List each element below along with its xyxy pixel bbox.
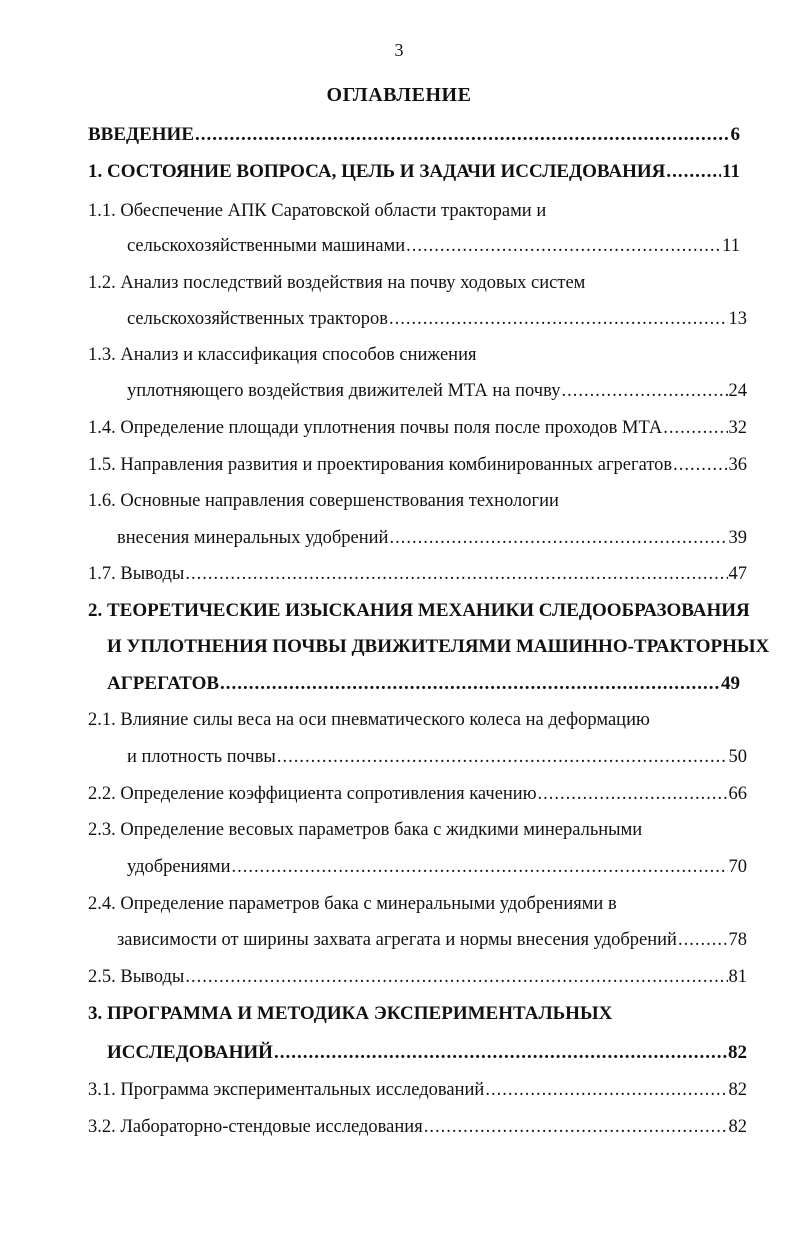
toc-entry-text: 2.3. Определение весовых параметров бака с жидкими минеральными [88, 820, 643, 840]
dot-leader [424, 1113, 728, 1141]
toc-entry-label: ИССЛЕДОВАНИЙ [107, 1042, 273, 1063]
toc-entry-2-4-line-1 [0, 890, 798, 918]
dot-leader [232, 853, 728, 881]
toc-entry-3-1 [0, 1076, 798, 1104]
toc-entry-chapter-2-line-3 [0, 670, 798, 698]
toc-entry-page: 82 [728, 1042, 747, 1063]
toc-entry-label: зависимости от ширины захвата агрегата и нормы внесения удобрений [117, 930, 677, 950]
dot-leader [389, 524, 727, 552]
toc-entry-label: 3.2. Лабораторно-стендовые исследования [88, 1117, 423, 1137]
toc-entry-page: 66 [728, 784, 747, 804]
toc-entry-chapter-2-line-1 [0, 597, 798, 625]
dot-leader [673, 451, 727, 479]
toc-entry-chapter-2-line-2 [0, 633, 798, 661]
toc-entry-text: 1.1. Обеспечение АПК Саратовской области тракторами и [88, 201, 547, 221]
dot-leader [185, 560, 727, 588]
dot-leader [406, 232, 721, 260]
toc-entry-chapter-3-line-1 [0, 1000, 798, 1028]
toc-entry-1-2-line-2 [0, 305, 798, 333]
dot-leader [666, 158, 721, 186]
toc-entry-page: 78 [728, 930, 747, 950]
toc-entry-page: 39 [728, 528, 747, 548]
toc-entry-label: 2.2. Определение коэффициента сопротивления качению [88, 784, 537, 804]
toc-entry-1-3-line-2 [0, 377, 798, 405]
toc-entry-2-1-line-2 [0, 743, 798, 771]
dot-leader [538, 780, 728, 808]
toc-entry-text: 2. ТЕОРЕТИЧЕСКИЕ ИЗЫСКАНИЯ МЕХАНИКИ СЛЕДООБРАЗОВАНИЯ [88, 600, 750, 621]
toc-entry-text: 2.4. Определение параметров бака с минеральными удобрениями в [88, 894, 617, 914]
toc-entry-page: 81 [728, 967, 747, 987]
toc-entry-label: сельскохозяйственных тракторов [127, 309, 388, 329]
toc-entry-label: удобрениями [127, 857, 231, 877]
dot-leader [195, 121, 730, 149]
dot-leader [185, 963, 727, 991]
toc-entry-label: уплотняющего воздействия движителей МТА на почву [127, 381, 561, 401]
toc-entry-label: 3.1. Программа экспериментальных исследований [88, 1080, 485, 1100]
toc-entry-page: 32 [728, 418, 747, 438]
toc-entry-2-4-line-2 [0, 926, 798, 954]
dot-leader [220, 670, 720, 698]
toc-entry-introduction [0, 121, 798, 149]
toc-entry-page: 24 [728, 381, 747, 401]
toc-entry-label: 1.4. Определение площади уплотнения почвы поля после проходов МТА [88, 418, 663, 438]
toc-entry-chapter-3-line-2 [0, 1039, 798, 1067]
toc-entry-text: 1.2. Анализ последствий воздействия на почву ходовых систем [88, 273, 586, 293]
toc-entry-2-3-line-1 [0, 816, 798, 844]
toc-entry-1-5 [0, 451, 798, 479]
toc-entry-text: 1.6. Основные направления совершенствования технологии [88, 491, 559, 511]
dot-leader [663, 414, 727, 442]
toc-entry-page: 11 [722, 236, 740, 256]
toc-entry-label: 1.5. Направления развития и проектирования комбинированных агрегатов [88, 455, 673, 475]
dot-leader [277, 743, 728, 771]
toc-entry-1-4 [0, 414, 798, 442]
toc-entry-page: 82 [728, 1080, 747, 1100]
page-number: 3 [394, 40, 404, 60]
toc-entry-label: 1.7. Выводы [88, 564, 185, 584]
dot-leader [561, 377, 727, 405]
toc-entry-2-3-line-2 [0, 853, 798, 881]
dot-leader [678, 926, 728, 954]
toc-entry-3-2 [0, 1113, 798, 1141]
toc-entry-page: 11 [722, 161, 740, 182]
dot-leader [485, 1076, 727, 1104]
toc-entry-label: 2.5. Выводы [88, 967, 185, 987]
toc-entry-2-5 [0, 963, 798, 991]
toc-entry-text: 1.3. Анализ и классификация способов снижения [88, 345, 477, 365]
toc-entry-1-7 [0, 560, 798, 588]
toc-entry-page: 13 [728, 309, 747, 329]
toc-entry-1-2-line-1 [0, 269, 798, 297]
toc-entry-1-1-line-2 [0, 232, 798, 260]
toc-entry-2-1-line-1 [0, 706, 798, 734]
toc-entry-page: 70 [728, 857, 747, 877]
toc-entry-text: 3. ПРОГРАММА И МЕТОДИКА ЭКСПЕРИМЕНТАЛЬНЫХ [88, 1003, 613, 1024]
toc-entry-page: 49 [721, 673, 740, 694]
toc-entry-page: 47 [728, 564, 747, 584]
toc-entry-label: АГРЕГАТОВ [107, 673, 220, 694]
toc-entry-page: 6 [730, 124, 740, 145]
toc-entry-page: 50 [728, 747, 747, 767]
toc-entry-label: и плотность почвы [127, 747, 276, 767]
toc-entry-label: сельскохозяйственными машинами [127, 236, 406, 256]
toc-entry-1-6-line-1 [0, 487, 798, 515]
toc-entry-page: 36 [728, 455, 747, 475]
toc-entry-text: И УПЛОТНЕНИЯ ПОЧВЫ ДВИЖИТЕЛЯМИ МАШИННО-ТРАКТОРНЫХ [107, 636, 770, 657]
toc-entry-text: 2.1. Влияние силы веса на оси пневматического колеса на деформацию [88, 710, 650, 730]
toc-entry-1-1-line-1 [0, 197, 798, 225]
toc-entry-1-3-line-1 [0, 341, 798, 369]
dot-leader [274, 1039, 727, 1067]
toc-entry-chapter-1 [0, 158, 798, 186]
toc-entry-1-6-line-2 [0, 524, 798, 552]
toc-entry-label: внесения минеральных удобрений [117, 528, 389, 548]
dot-leader [389, 305, 728, 333]
toc-entry-label: 1. СОСТОЯНИЕ ВОПРОСА, ЦЕЛЬ И ЗАДАЧИ ИССЛЕДОВАНИЯ [88, 161, 666, 182]
toc-title: ОГЛАВЛЕНИЕ [326, 84, 472, 106]
toc-entry-2-2 [0, 780, 798, 808]
toc-entry-label: ВВЕДЕНИЕ [88, 124, 194, 145]
toc-entry-page: 82 [728, 1117, 747, 1137]
